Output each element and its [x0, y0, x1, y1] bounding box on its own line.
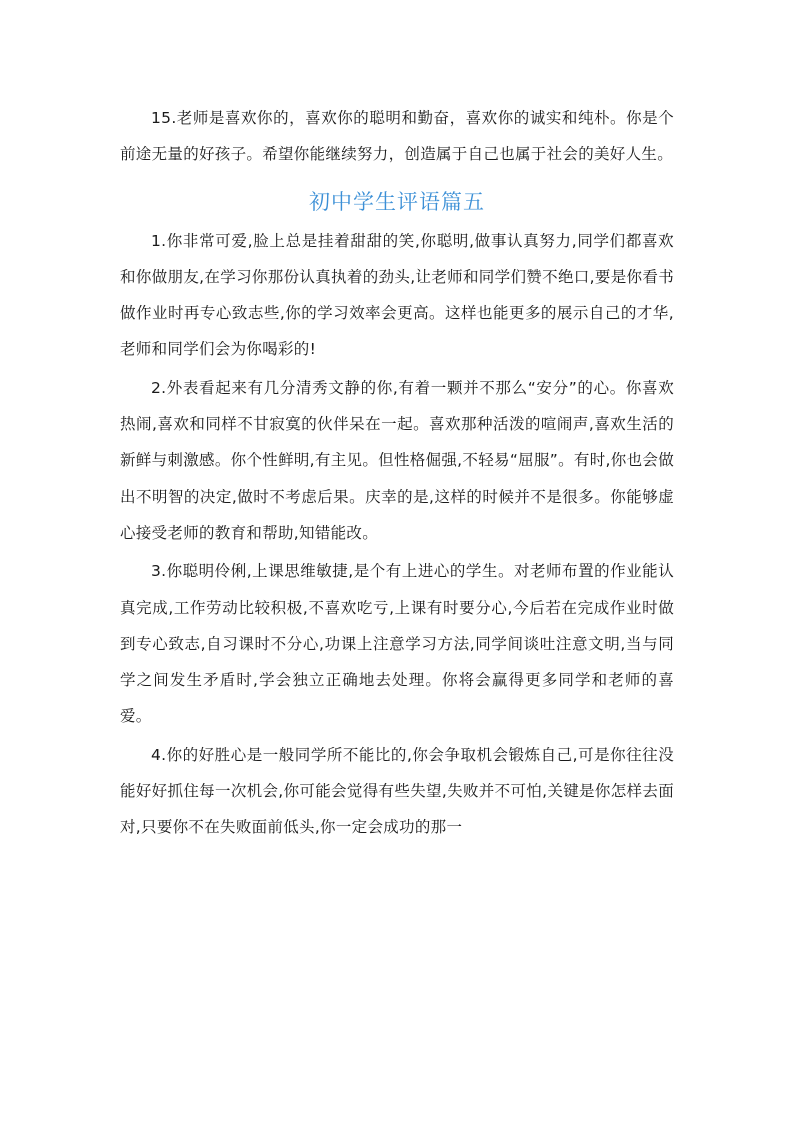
- comment-paragraph-15: 15.老师是喜欢你的，喜欢你的聪明和勤奋，喜欢你的诚实和纯朴。你是个前途无量的好孩子。希望你能继续努力，创造属于自己也属于社会的美好人生。: [120, 109, 674, 164]
- document-body: [120, 100, 674, 846]
- comment-paragraph-1: 1.你非常可爱,脸上总是挂着甜甜的笑,你聪明,做事认真努力,同学们都喜欢和你做朋友,在学习你那份认真执着的劲头,让老师和同学们赞不绝口,要是你看书做作业时再专心致志些,你的学习效率会更高。这样也能更多的展示自己的才华,老师和同学们会为你喝彩的!: [120, 231, 674, 359]
- section-title: 初中学生评语篇五: [309, 189, 485, 214]
- comment-paragraph-3: 3.你聪明伶俐,上课思维敏捷,是个有上进心的学生。对老师布置的作业能认真完成,工作劳动比较积极,不喜欢吃亏,上课有时要分心,今后若在完成作业时做到专心致志,自习课时不分心,功课上注意学习方法,同学间谈吐注意文明,当与同学之间发生矛盾时,学会独立正确地去处理。你将会赢得更多同学和老师的喜爱。: [120, 562, 674, 726]
- comment-paragraph-2: 2.外表看起来有几分清秀文静的你,有着一颗并不那么“安分”的心。你喜欢热闹,喜欢和同样不甘寂寞的伙伴呆在一起。喜欢那种活泼的喧闹声,喜欢生活的新鲜与刺激感。你个性鲜明,有主见。但性格倔强,不轻易“屈服”。有时,你也会做出不明智的决定,做时不考虑后果。庆幸的是,这样的时候并不是很多。你能够虚心接受老师的教育和帮助,知错能改。: [120, 378, 674, 542]
- comment-paragraph-4: 4.你的好胜心是一般同学所不能比的,你会争取机会锻炼自己,可是你往往没能好好抓住每一次机会,你可能会觉得有些失望,失败并不可怕,关键是你怎样去面对,只要你不在失败面前低头,你一定会成功的那一: [120, 745, 674, 837]
